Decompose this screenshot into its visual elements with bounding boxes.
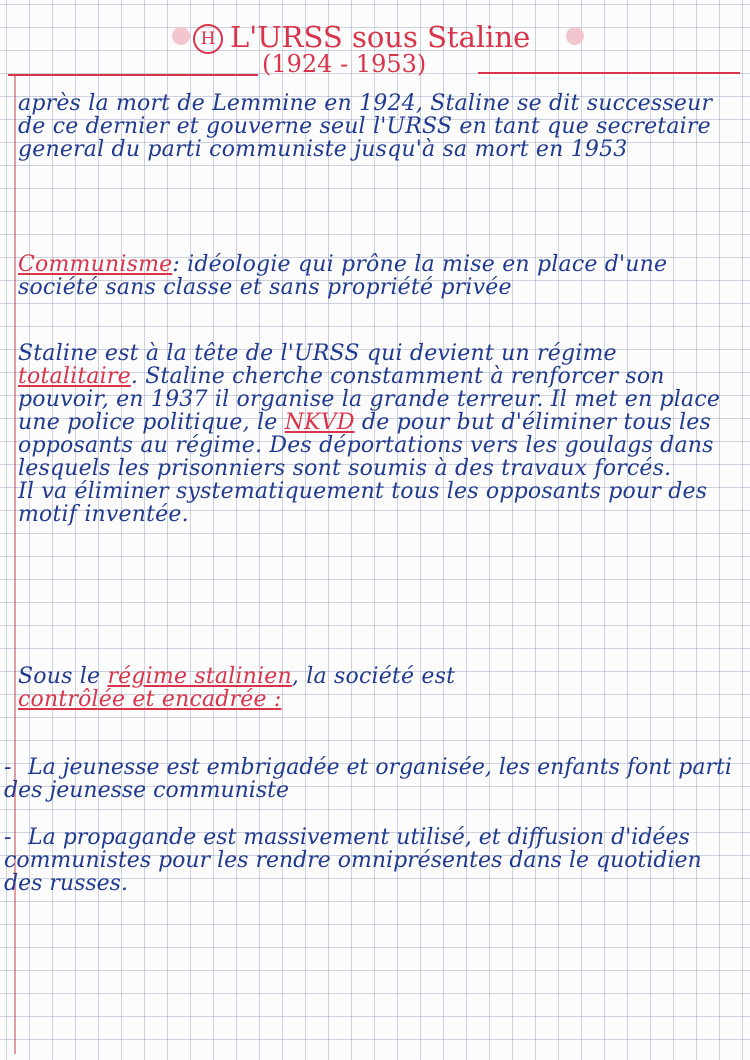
communisme-term: Communisme [18,252,173,277]
nkvd-term: NKVD [284,410,355,435]
bullet-dash: - [4,755,12,780]
title-dates: (1924 - 1953) [262,50,427,78]
bullet-text: La propagande est massivement utilisé, et diffusion d'idées communistes pour les rendre omniprésentes dans le quotidien des russes. [4,825,702,896]
section-badge: H [193,24,223,54]
communisme-def-text: : idéologie qui prône la mise en place d'une société sans classe et sans propriété privée [18,252,668,300]
list-item [4,756,742,802]
societe-paragraph [18,665,740,711]
staline-text-3: de pour but d'éliminer tous les opposants au régime. Des déportations vers les goulags dans lesquels les prisonniers sont soumis à des travaux forcés. [18,410,714,481]
title-rule-right [478,72,740,74]
bullet-text: La jeunesse est embrigadée et organisée, les enfants font parti des jeunesse communiste [4,755,732,803]
staline-paragraph [18,342,740,526]
staline-text-1: Staline est à la tête de l'URSS qui devient un régime [18,341,617,366]
staline-text-2: . Staline cherche constamment à renforcer son pouvoir, en 1937 il organise la grande terreur. Il met en place une police politique, le [18,364,721,435]
bullet-dash: - [4,825,12,850]
staline-text-4: Il va éliminer systematiquement tous les opposants pour des motif inventée. [18,479,708,527]
controlee-term: contrôlée et encadrée : [18,687,282,712]
title-text: L'URSS sous Staline [230,20,531,54]
regime-stalinien-term: régime stalinien [107,664,292,689]
societe-text-2: , la société est [291,664,456,689]
title-rule-left [8,74,258,76]
communisme-definition [18,253,740,299]
societe-text-1: Sous le [18,664,101,689]
margin-line [14,74,16,1054]
intro-paragraph: après la mort de Lemmine en 1924, Staline se dit successeur de ce dernier et gouverne seul l'URSS en tant que secretaire general du parti communiste jusqu'à sa mort en 1953 [18,91,713,162]
totalitaire-term: totalitaire [18,364,131,389]
list-item [4,826,742,895]
page-title [0,18,750,78]
